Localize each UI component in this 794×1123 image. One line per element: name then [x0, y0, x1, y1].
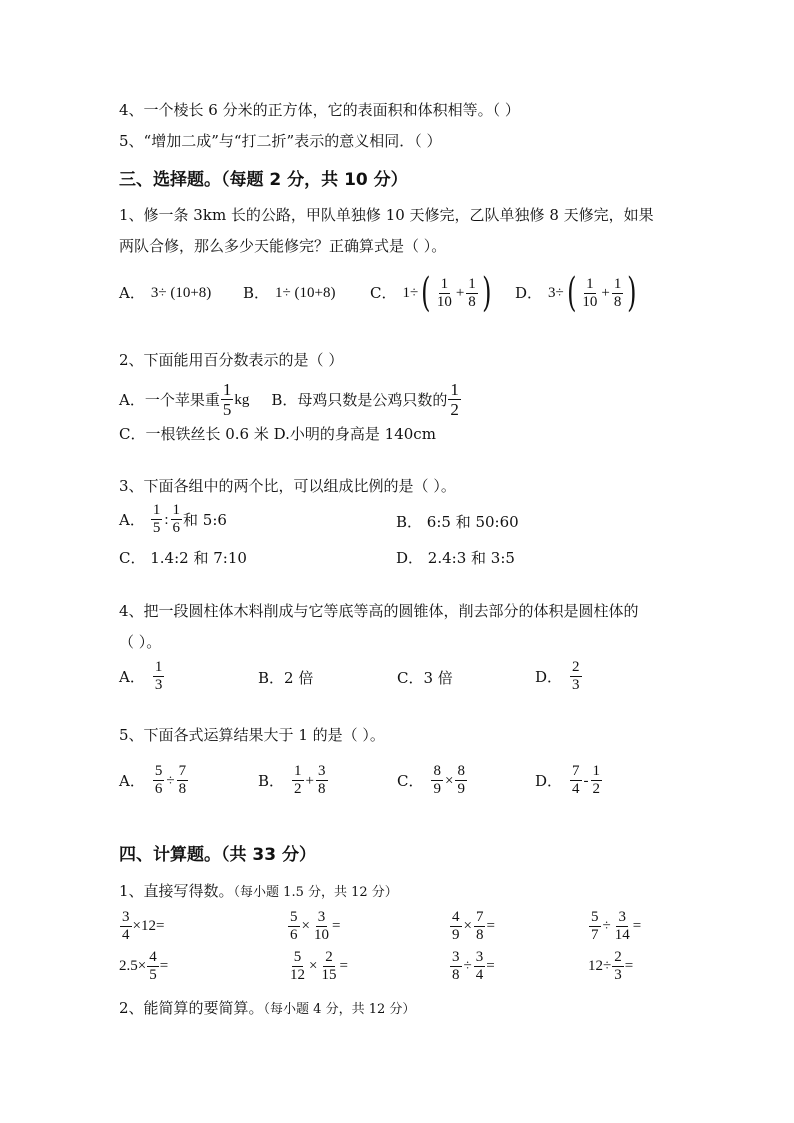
fraction: $\frac{1}{5}$ — [152, 502, 161, 536]
calc-item-8: 12÷ $\frac{2}{3}$ = — [588, 949, 634, 983]
fraction: $\frac{1}{10}$ — [436, 275, 452, 310]
fraction: $\frac{2}{15}$ — [321, 949, 337, 983]
choice-q3-option-d: D． 2.4:3 和 3:5 — [396, 549, 515, 567]
choice-q4-line1: 4、把一段圆柱体木料削成与它等底等高的圆锥体，削去部分的体积是圆柱体的 — [119, 602, 639, 620]
calc-item-2: $\frac{5}{6}$ × $\frac{3}{10}$ = — [290, 909, 341, 943]
choice-q1-line1: 1、修一条 3km 长的公路，甲队单独修 10 天修完，乙队单独修 8 天修完，如果 — [119, 206, 654, 224]
fraction: $\frac{3}{10}$ — [313, 909, 329, 943]
choice-q5-option-c: C． $\frac{8}{9}$ × $\frac{8}{9}$ — [397, 763, 465, 797]
choice-q3-stem: 3、下面各组中的两个比，可以组成比例的是（ ）。 — [119, 477, 456, 495]
fraction: $\frac{5}{6}$ — [154, 763, 163, 797]
fraction: $\frac{2}{3}$ — [572, 659, 580, 693]
choice-q1-option-d: D． 3÷ ( $\frac{1}{10}$ + $\frac{1}{8}$ ) — [515, 270, 637, 316]
fraction: $\frac{1}{2}$ — [450, 380, 459, 419]
choice-q1-option-b: B． 1÷ (10+8) — [243, 284, 336, 302]
choice-q1-option-c: C． 1÷ ( $\frac{1}{10}$ + $\frac{1}{8}$ ) — [370, 270, 492, 316]
fraction: $\frac{1}{5}$ — [222, 380, 232, 419]
calc-item-6: $\frac{5}{12}$ × $\frac{2}{15}$ = — [290, 949, 348, 983]
fraction: $\frac{1}{10}$ — [582, 275, 598, 310]
judge-question-4: 4、一个棱长 6 分米的正方体，它的表面积和体积相等。（ ） — [119, 101, 520, 119]
choice-q4-line2: （ ）。 — [119, 633, 162, 651]
fraction: $\frac{3}{8}$ — [318, 763, 326, 797]
fraction: $\frac{4}{5}$ — [149, 949, 157, 983]
calc-item-7: $\frac{3}{8}$ ÷ $\frac{3}{4}$ = — [452, 949, 495, 983]
choice-q1-option-a: A． 3÷ (10+8) — [119, 284, 212, 302]
section-3-title: 三、选择题。（每题 2 分，共 10 分） — [119, 170, 408, 190]
choice-q3-option-b: B． 6:5 和 50:60 — [396, 513, 519, 531]
choice-q3-option-c: C． 1.4:2 和 7:10 — [119, 549, 247, 567]
choice-q2-options-ab: A．一个苹果重 $\frac{1}{5}$ kg B．母鸡只数是公鸡只数的 $\frac{1}{2}$ — [119, 380, 459, 419]
fraction: $\frac{4}{9}$ — [452, 909, 460, 943]
fraction: $\frac{1}{6}$ — [172, 502, 181, 536]
calc-sub1-heading: 1、直接写得数。（每小题 1.5 分，共 12 分） — [119, 882, 398, 900]
choice-q5-option-b: B． $\frac{1}{2}$ + $\frac{3}{8}$ — [258, 763, 326, 797]
fraction: $\frac{8}{9}$ — [433, 763, 441, 797]
fraction: $\frac{7}{8}$ — [178, 763, 187, 797]
fraction: $\frac{1}{8}$ — [468, 275, 476, 310]
calc-sub2-heading: 2、能简算的要简算。（每小题 4 分，共 12 分） — [119, 999, 416, 1017]
fraction: $\frac{1}{3}$ — [154, 659, 163, 693]
calc-item-5: 2.5× $\frac{4}{5}$ = — [119, 949, 169, 983]
fraction: $\frac{7}{8}$ — [475, 909, 484, 943]
fraction: $\frac{1}{2}$ — [294, 763, 302, 797]
fraction: $\frac{8}{9}$ — [457, 763, 465, 797]
fraction: $\frac{2}{3}$ — [614, 949, 622, 983]
fraction: $\frac{5}{12}$ — [290, 949, 305, 983]
choice-q5-option-d: D． $\frac{7}{4}$ - $\frac{1}{2}$ — [535, 763, 601, 797]
choice-q2-stem: 2、下面能用百分数表示的是（ ） — [119, 351, 344, 369]
fraction: $\frac{5}{6}$ — [290, 909, 298, 943]
fraction: $\frac{3}{8}$ — [452, 949, 460, 983]
choice-q5-option-a: A． $\frac{5}{6}$ ÷ $\frac{7}{8}$ — [119, 763, 187, 797]
choice-q5-stem: 5、下面各式运算结果大于 1 的是（ ）。 — [119, 726, 385, 744]
judge-question-5: 5、“增加二成”与“打二折”表示的意义相同．（ ） — [119, 132, 442, 150]
fraction: $\frac{1}{8}$ — [613, 275, 622, 310]
fraction: $\frac{3}{4}$ — [475, 949, 484, 983]
calc-item-3: $\frac{4}{9}$ × $\frac{7}{8}$ = — [452, 909, 495, 943]
choice-q2-options-cd: C．一根铁丝长 0.6 米 D.小明的身高是 140cm — [119, 425, 436, 443]
fraction: $\frac{5}{7}$ — [591, 909, 599, 943]
choice-q3-option-a: A． $\frac{1}{5}$ : $\frac{1}{6}$ 和 5:6 — [119, 502, 227, 536]
fraction: $\frac{3}{14}$ — [614, 909, 630, 943]
calc-item-1: $\frac{3}{4}$ ×12= — [122, 909, 165, 943]
fraction: $\frac{3}{4}$ — [122, 909, 130, 943]
choice-q1-line2: 两队合修，那么多少天能修完？正确算式是（ ）。 — [119, 237, 447, 255]
fraction: $\frac{7}{4}$ — [572, 763, 580, 797]
section-4-title: 四、计算题。（共 33 分） — [119, 845, 316, 865]
fraction: $\frac{1}{2}$ — [592, 763, 601, 797]
calc-item-4: $\frac{5}{7}$ ÷ $\frac{3}{14}$ = — [591, 909, 642, 943]
choice-q4-option-a: A． $\frac{1}{3}$ — [119, 659, 163, 693]
choice-q4-option-d: D． $\frac{2}{3}$ — [535, 659, 580, 693]
choice-q4-option-c: C．3 倍 — [397, 669, 453, 687]
choice-q4-option-b: B．2 倍 — [258, 669, 314, 687]
